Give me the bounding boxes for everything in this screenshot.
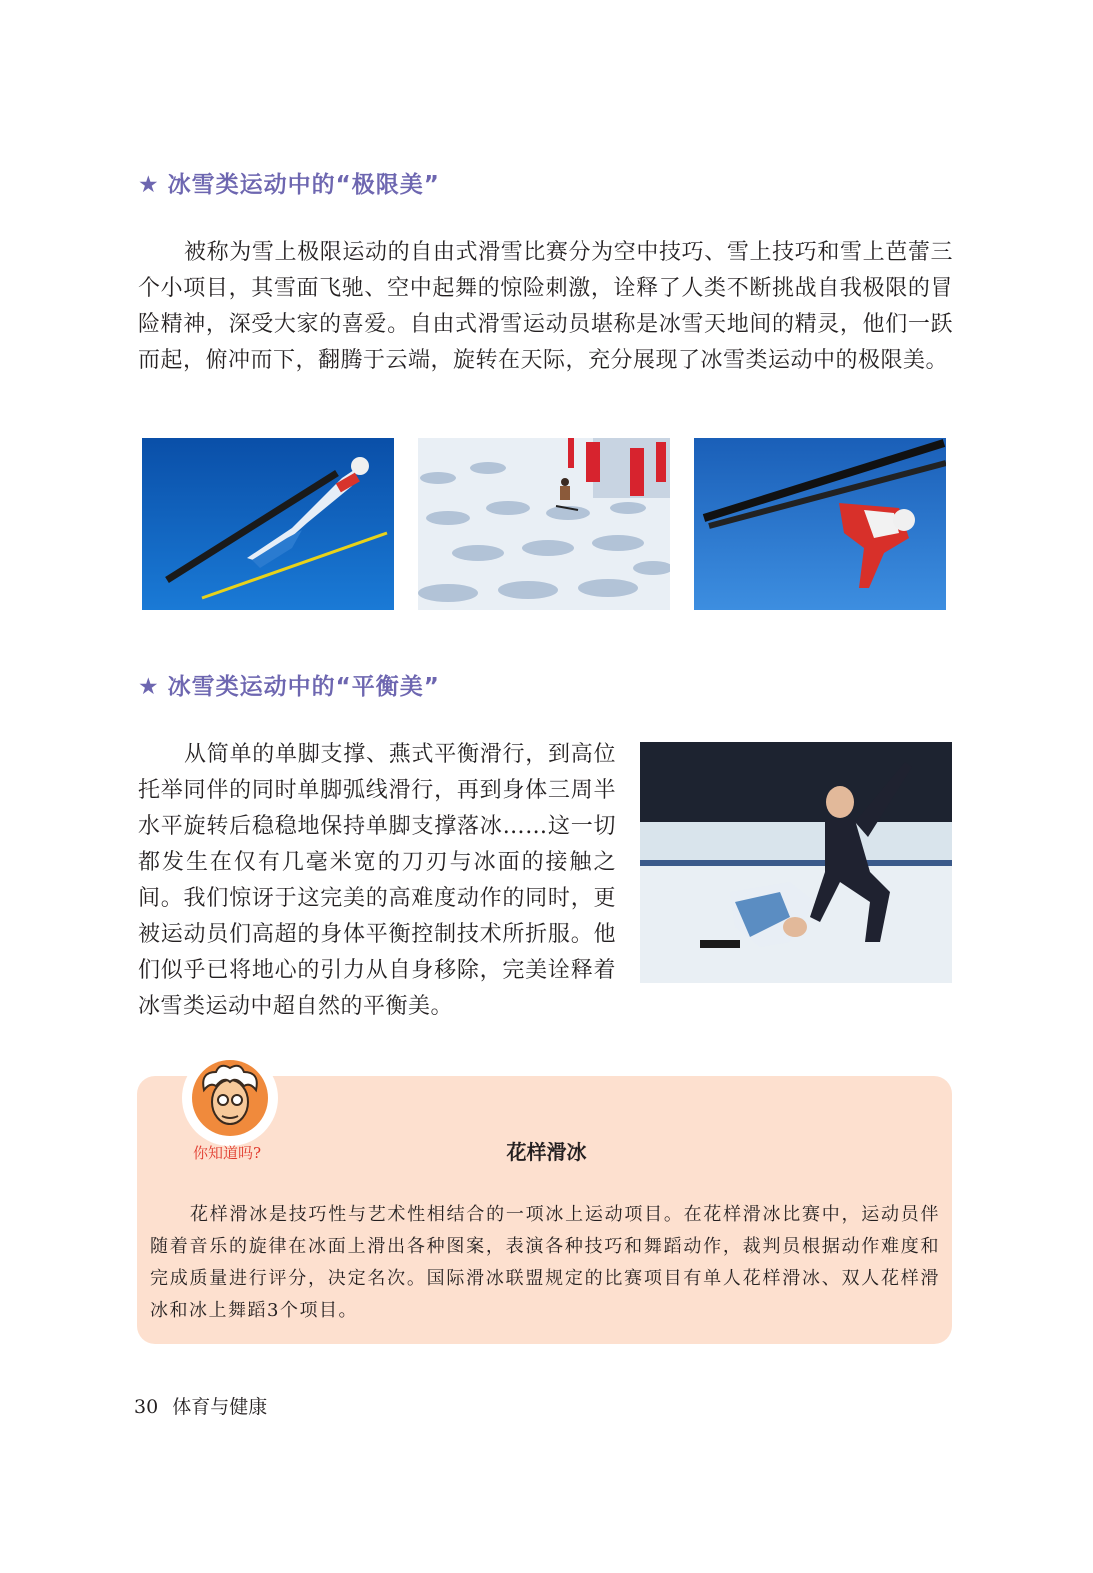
section-title: 冰雪类运动中的“平衡美” <box>167 674 440 700</box>
professor-avatar <box>182 1050 278 1146</box>
photo-aerials-skier <box>694 438 946 610</box>
section-title: 冰雪类运动中的“极限美” <box>167 172 440 198</box>
photo-moguls-skier <box>418 438 670 610</box>
page-footer <box>134 1392 267 1419</box>
star-icon: ★ <box>138 674 160 700</box>
section-paragraph-extreme: 被称为雪上极限运动的自由式滑雪比赛分为空中技巧、雪上技巧和雪上芭蕾三个小项目，其雪面飞驰、空中起舞的惊险刺激，诠释了人类不断挑战自我极限的冒险精神，深受大家的喜爱。自由式滑雪运动员堪称是冰雪天地间的精灵，他们一跃而起，俯冲而下，翻腾于云端，旋转在天际，充分展现了冰雪类运动中的极限美。 <box>138 240 953 373</box>
page-number: 30 <box>134 1396 159 1418</box>
section-heading-extreme-beauty <box>138 166 440 199</box>
book-title: 体育与健康 <box>172 1396 268 1418</box>
professor-icon <box>190 1058 270 1138</box>
tip-title: 花样滑冰 <box>506 1140 587 1164</box>
star-icon: ★ <box>138 172 160 198</box>
section-heading-balance-beauty <box>138 668 440 701</box>
section-paragraph-balance: 从简单的单脚支撑、燕式平衡滑行，到高位托举同伴的同时单脚弧线滑行，再到身体三周半水平旋转后稳稳地保持单脚支撑落冰……这一切都发生在仅有几毫米宽的刀刃与冰面的接触之间。我们惊讶于这完美的高难度动作的同时，更被运动员们高超的身体平衡控制技术所折服。他们似乎已将地心的引力从自身移除，完美诠释着冰雪类运动中超自然的平衡美。 <box>138 742 616 1019</box>
did-you-know-label: 你知道吗? <box>193 1144 262 1162</box>
photo-pair-figure-skating <box>640 742 952 983</box>
photo-ski-jumper <box>142 438 394 610</box>
tip-paragraph: 花样滑冰是技巧性与艺术性相结合的一项冰上运动项目。在花样滑冰比赛中，运动员伴随着音乐的旋律在冰面上滑出各种图案，表演各种技巧和舞蹈动作，裁判员根据动作难度和完成质量进行评分，决定名次。国际滑冰联盟规定的比赛项目有单人花样滑冰、双人花样滑冰和冰上舞蹈3个项目。 <box>150 1204 940 1321</box>
